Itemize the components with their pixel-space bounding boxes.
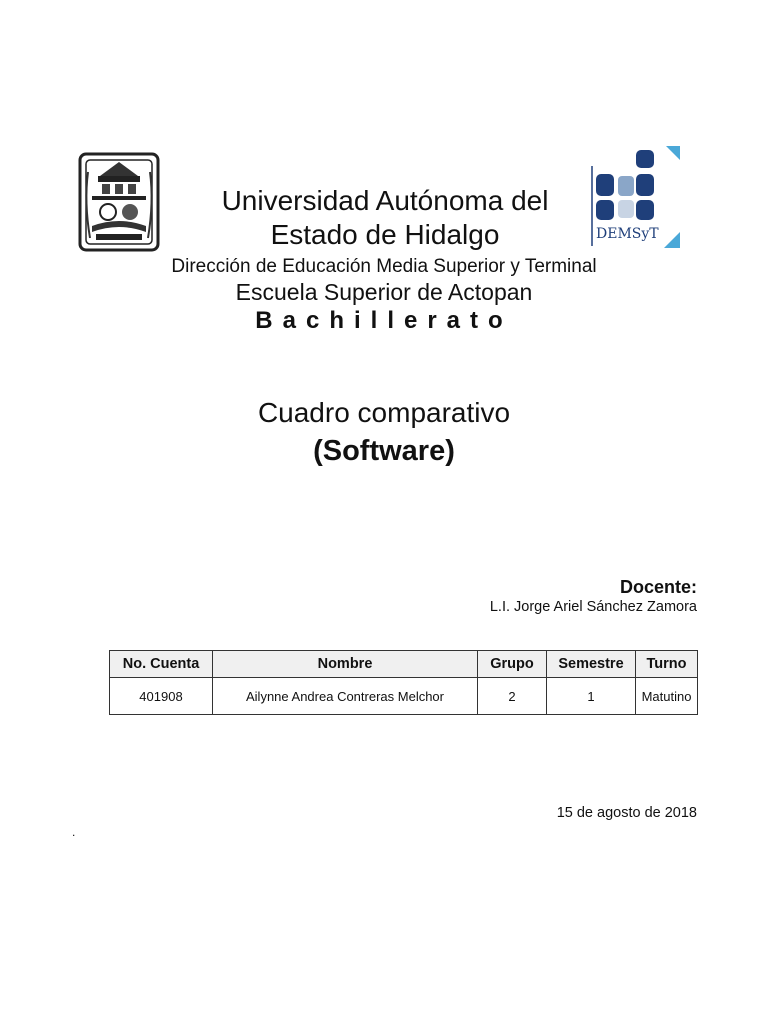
docente-label: Docente: (619, 577, 697, 597)
university-name (160, 184, 610, 252)
nivel-text: Bachillerato (255, 307, 513, 334)
header-no-cuenta: No. Cuenta (110, 651, 213, 678)
docente-name: L.I. Jorge Ariel Sánchez Zamora (489, 599, 697, 615)
document-date: 15 de agosto de 2018 (556, 805, 697, 821)
university-name-line1: Universidad Autónoma del (221, 185, 549, 216)
document-subtitle: (Software) (313, 435, 455, 467)
cell-no-cuenta: 401908 (110, 678, 213, 715)
escuela-text: Escuela Superior de Actopan (235, 279, 533, 305)
direccion-text: Dirección de Educación Media Superior y Terminal (171, 256, 597, 277)
student-info-table (109, 650, 698, 715)
cell-semestre: 1 (547, 678, 636, 715)
stray-dot: . (72, 825, 76, 839)
university-name-line2: Estado de Hidalgo (270, 219, 500, 250)
table-row (110, 678, 698, 715)
table-header-row (110, 651, 698, 678)
cell-turno: Matutino (636, 678, 698, 715)
header-nombre: Nombre (213, 651, 478, 678)
uaeh-crest-logo (78, 152, 160, 252)
document-title: Cuadro comparativo (257, 397, 511, 428)
cell-nombre: Ailynne Andrea Contreras Melchor (213, 678, 478, 715)
header-turno: Turno (636, 651, 698, 678)
header-grupo: Grupo (478, 651, 547, 678)
header-semestre: Semestre (547, 651, 636, 678)
demsyt-logo-text: DEMSyT (596, 226, 659, 242)
cell-grupo: 2 (478, 678, 547, 715)
